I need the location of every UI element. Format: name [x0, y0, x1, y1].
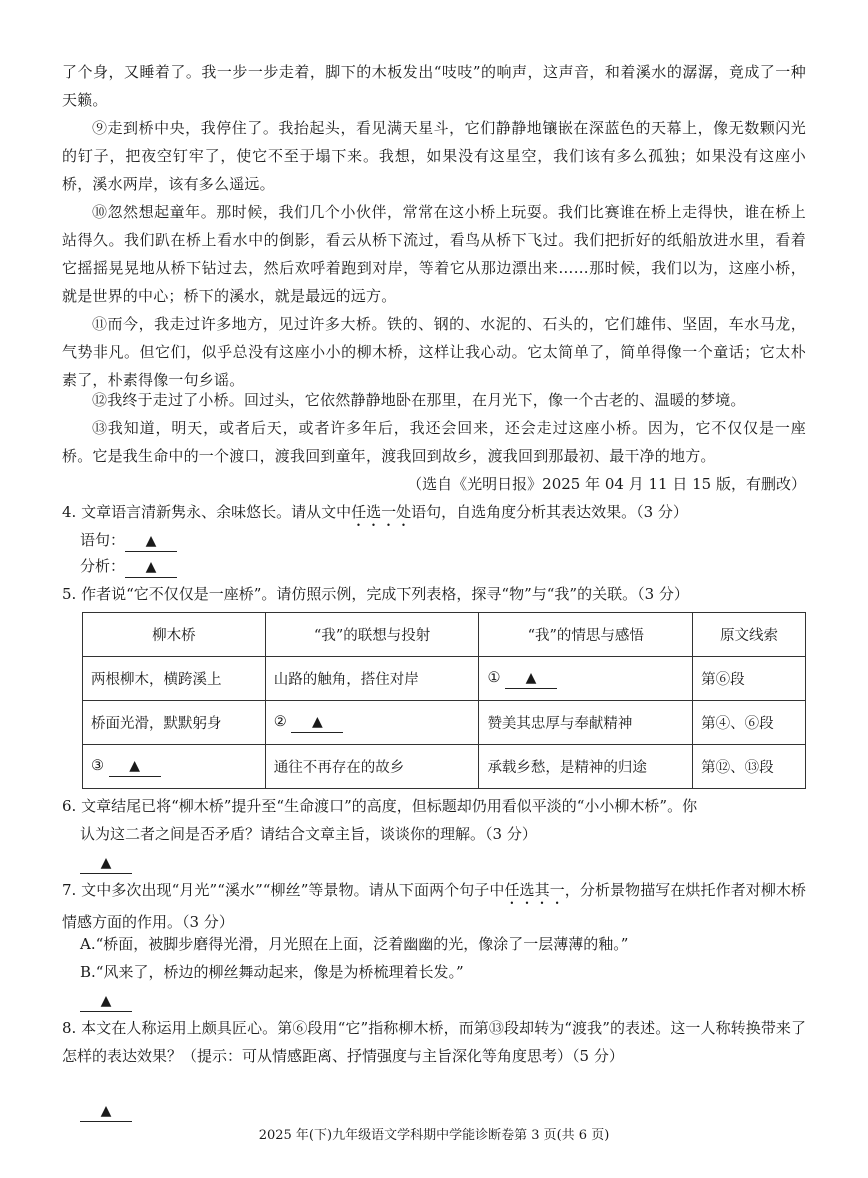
- q4-text-post: 语句，自选角度分析其表达效果。（3 分）: [411, 503, 688, 521]
- q5-table: [82, 612, 806, 789]
- table-cell-answer[interactable]: [83, 745, 266, 789]
- q7-option-b: B.“风来了，桥边的柳丝舞动起来，像是为桥梳理着长发。”: [80, 963, 464, 981]
- q6-answer-row: [80, 848, 132, 876]
- table-header-cell: “我”的情思与感悟: [479, 613, 693, 657]
- blank-number: ②: [273, 714, 287, 730]
- page-footer: 2025 年(下)九年级语文学科期中学能诊断卷第 3 页(共 6 页): [258, 1128, 610, 1143]
- q4-emphasis: 任选一处: [351, 503, 412, 521]
- table-row: [83, 701, 806, 745]
- table-header-cell: “我”的联想与投射: [265, 613, 479, 657]
- q6-answer-blank[interactable]: ▲: [80, 853, 132, 874]
- table-header-cell: 原文线索: [693, 613, 806, 657]
- q7-answer-blank[interactable]: ▲: [80, 991, 132, 1012]
- q8-answer-blank[interactable]: ▲: [80, 1101, 132, 1122]
- table-cell: 山路的触角，搭住对岸: [265, 657, 479, 701]
- table-cell: 赞美其忠厚与奉献精神: [479, 701, 693, 745]
- q4-sentence-row: [80, 526, 177, 554]
- q4-sentence-label: 语句：: [80, 531, 126, 549]
- q7-option-a: A.“桥面，被脚步磨得光滑，月光照在上面，泛着幽幽的光，像涂了一层薄薄的釉。”: [80, 935, 629, 953]
- q4-text-pre: 4. 文章语言清新隽永、余味悠长。请从文中: [62, 503, 352, 521]
- table-header-cell: 柳木桥: [83, 613, 266, 657]
- paragraph-11: ⑪而今，我走过许多地方，见过许多大桥。铁的、钢的、水泥的、石头的，它们雄伟、坚固，车水马龙，气势非凡。但它们，似乎总没有这座小小的柳木桥，这样让我心动。它太简单了，简单得像一个童话；它太朴素了，朴素得像一句乡谣。: [62, 315, 806, 389]
- question-6-line1: 6. 文章结尾已将“柳木桥”提升至“生命渡口”的高度，但标题却仍用看似平淡的“小小柳木桥”。你: [62, 797, 698, 815]
- paragraph-10: ⑩忽然想起童年。那时候，我们几个小伙伴，常常在这小桥上玩耍。我们比赛谁在桥上走得快，谁在桥上站得久。我们趴在桥上看水中的倒影，看云从桥下流过，看鸟从桥下飞过。我们把折好的纸船放进水里，看着它摇摇晃晃地从桥下钻过去，然后欢呼着跑到对岸，等着它从那边漂出来……那时候，我们以为，这座小桥，就是世界的中心；桥下的溪水，就是最远的远方。: [62, 203, 806, 305]
- question-7: [62, 876, 806, 936]
- paragraph-13: ⑬我知道，明天，或者后天，或者许多年后，我还会回来，还会走过这座小桥。因为，它不仅仅是一座桥。它是我生命中的一个渡口，渡我回到童年，渡我回到故乡，渡我回到那最初、最干净的地方。: [62, 419, 806, 465]
- paragraph-continued: 了个身，又睡着了。我一步一步走着，脚下的木板发出“吱吱”的响声，这声音，和着溪水的潺潺，竟成了一种天籁。: [62, 63, 806, 109]
- q7-text-post: ，分析景物描写在烘托作者对柳木桥情感方面的作用。（3 分）: [62, 881, 806, 931]
- paragraph-12: ⑫我终于走过了小桥。回过头，它依然静静地卧在那里，在月光下，像一个古老的、温暖的梦境。: [92, 391, 746, 409]
- table-row: [83, 745, 806, 789]
- question-8: 8. 本文在人称运用上颇具匠心。第⑥段用“它”指称柳木桥，而第⑬段却转为“渡我”的表述。这一人称转换带来了怎样的表达效果？（提示：可从情感距离、抒情强度与主旨深化等角度思考）（5 分）: [62, 1019, 806, 1065]
- table-cell: 桥面光滑，默默躬身: [83, 701, 266, 745]
- paragraph-9: ⑨走到桥中央，我停住了。我抬起头，看见满天星斗，它们静静地镶嵌在深蓝色的天幕上，像无数颗闪光的钉子，把夜空钉牢了，使它不至于塌下来。我想，如果没有这星空，我们该有多么孤独；如果没有这座小桥，溪水两岸，该有多么遥远。: [62, 119, 806, 193]
- table-cell: 第④、⑥段: [693, 701, 806, 745]
- table-cell-answer[interactable]: [265, 701, 479, 745]
- q4-analysis-label: 分析：: [80, 557, 126, 575]
- q7-emphasis: 任选其一: [504, 881, 565, 899]
- blank-number: ①: [487, 670, 501, 686]
- q8-answer-row: [80, 1096, 132, 1124]
- table-header-row: [83, 613, 806, 657]
- table-cell: 通往不再存在的故乡: [265, 745, 479, 789]
- question-6-line2: 认为这二者之间是否矛盾？请结合文章主旨，谈谈你的理解。（3 分）: [80, 825, 537, 843]
- table-row: [83, 657, 806, 701]
- answer-blank-1[interactable]: ▲: [505, 668, 557, 689]
- table-cell: 第⑫、⑬段: [693, 745, 806, 789]
- source-citation: （选自《光明日报》2025 年 04 月 11 日 15 版，有删改）: [407, 475, 806, 493]
- q7-text-pre: 7. 文中多次出现“月光”“溪水”“柳丝”等景物。请从下面两个句子中: [62, 881, 505, 899]
- q4-analysis-row: [80, 552, 177, 580]
- q4-sentence-answer-blank[interactable]: ▲: [125, 531, 177, 552]
- q4-analysis-answer-blank[interactable]: ▲: [125, 557, 177, 578]
- answer-blank-2[interactable]: ▲: [291, 712, 343, 733]
- table-cell: 承载乡愁，是精神的归途: [479, 745, 693, 789]
- table-cell: 两根柳木，横跨溪上: [83, 657, 266, 701]
- question-5: 5. 作者说“它不仅仅是一座桥”。请仿照示例，完成下列表格，探寻“物”与“我”的关联。（3 分）: [62, 585, 689, 603]
- table-cell-answer[interactable]: [479, 657, 693, 701]
- q7-answer-row: [80, 986, 132, 1014]
- blank-number: ③: [91, 758, 104, 774]
- table-cell: 第⑥段: [693, 657, 806, 701]
- answer-blank-3[interactable]: ▲: [109, 756, 161, 777]
